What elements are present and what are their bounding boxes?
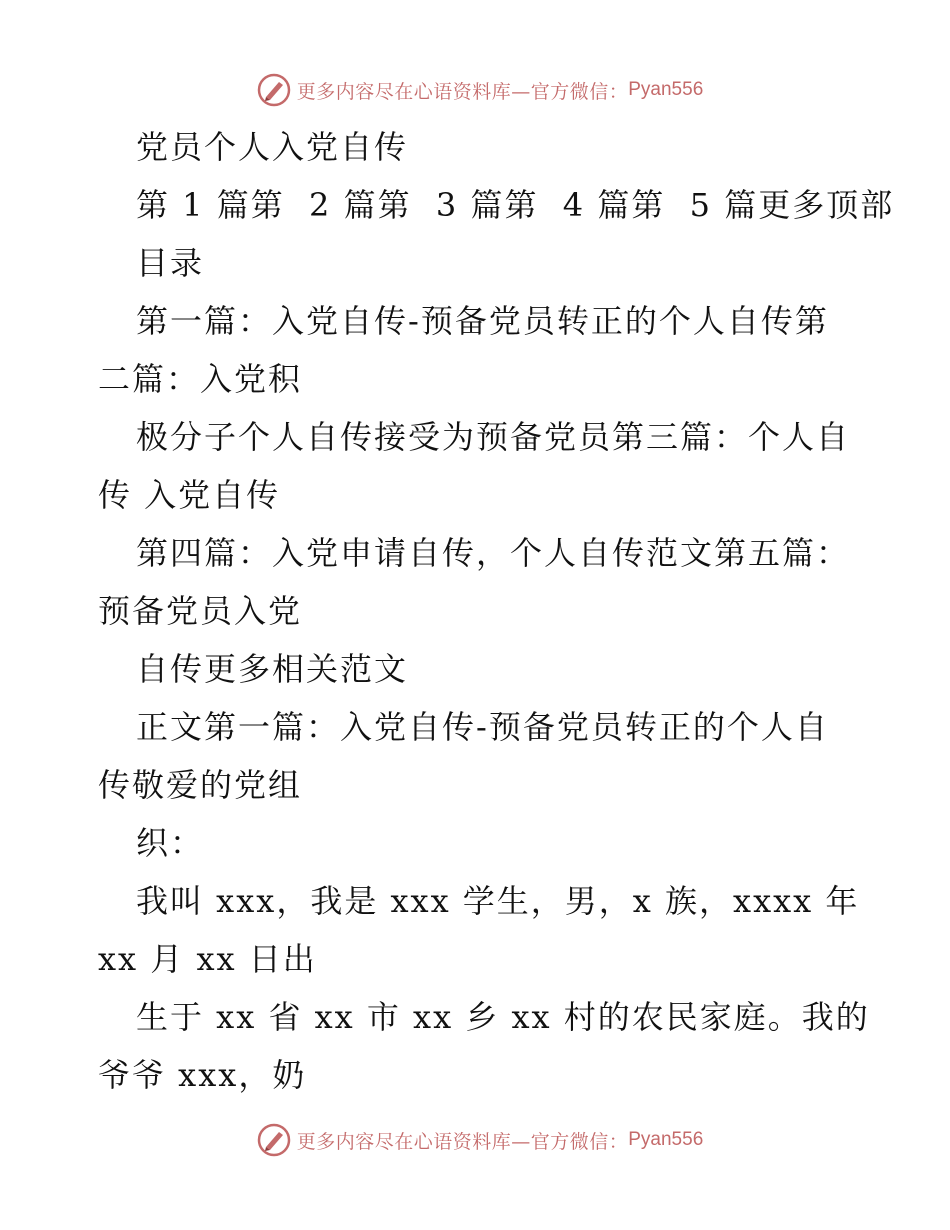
watermark-text: 更多内容尽在心语资料库—官方微信： — [296, 1130, 629, 1153]
pen-logo-icon — [257, 73, 291, 107]
doc-line: 党员个人入党自传 — [136, 128, 409, 166]
doc-line: 预备党员入党 — [98, 592, 303, 630]
doc-line: 第四篇：入党申请自传，个人自传范文第五篇： — [136, 534, 851, 572]
document-body — [98, 118, 895, 1104]
watermark-wechat-id: Pyan556 — [628, 1129, 704, 1150]
doc-line: 极分子个人自传接受为预备党员第三篇：个人自 — [136, 418, 851, 456]
watermark-text: 更多内容尽在心语资料库—官方微信： — [296, 80, 629, 103]
pen-logo-icon — [257, 1123, 291, 1157]
doc-line: 自传更多相关范文 — [136, 650, 409, 688]
doc-line: 传敬爱的党组 — [98, 766, 303, 804]
watermark-wechat-id: Pyan556 — [628, 79, 704, 100]
doc-line: 我叫 xxx，我是 xxx 学生，男，x 族，xxxx 年 — [136, 882, 860, 920]
doc-line: 第一篇：入党自传-预备党员转正的个人自传第 — [136, 302, 829, 340]
doc-line: 生于 xx 省 xx 市 xx 乡 xx 村的农民家庭。我的 — [136, 998, 870, 1036]
doc-line: 二篇：入党积 — [98, 360, 303, 398]
doc-line: 第 1 篇第 2 篇第 3 篇第 4 篇第 5 篇更多顶部 — [136, 186, 895, 224]
doc-line: 爷爷 xxx，奶 — [98, 1056, 307, 1094]
watermark-group — [257, 73, 704, 107]
doc-line: xx 月 xx 日出 — [98, 940, 317, 978]
watermark-group — [257, 1123, 704, 1157]
doc-line: 目录 — [136, 244, 205, 282]
footer-watermark — [0, 1120, 950, 1160]
header-watermark — [0, 70, 950, 110]
doc-line: 织： — [136, 824, 205, 862]
doc-line: 正文第一篇：入党自传-预备党员转正的个人自 — [136, 708, 829, 746]
doc-line: 传 入党自传 — [98, 476, 281, 514]
